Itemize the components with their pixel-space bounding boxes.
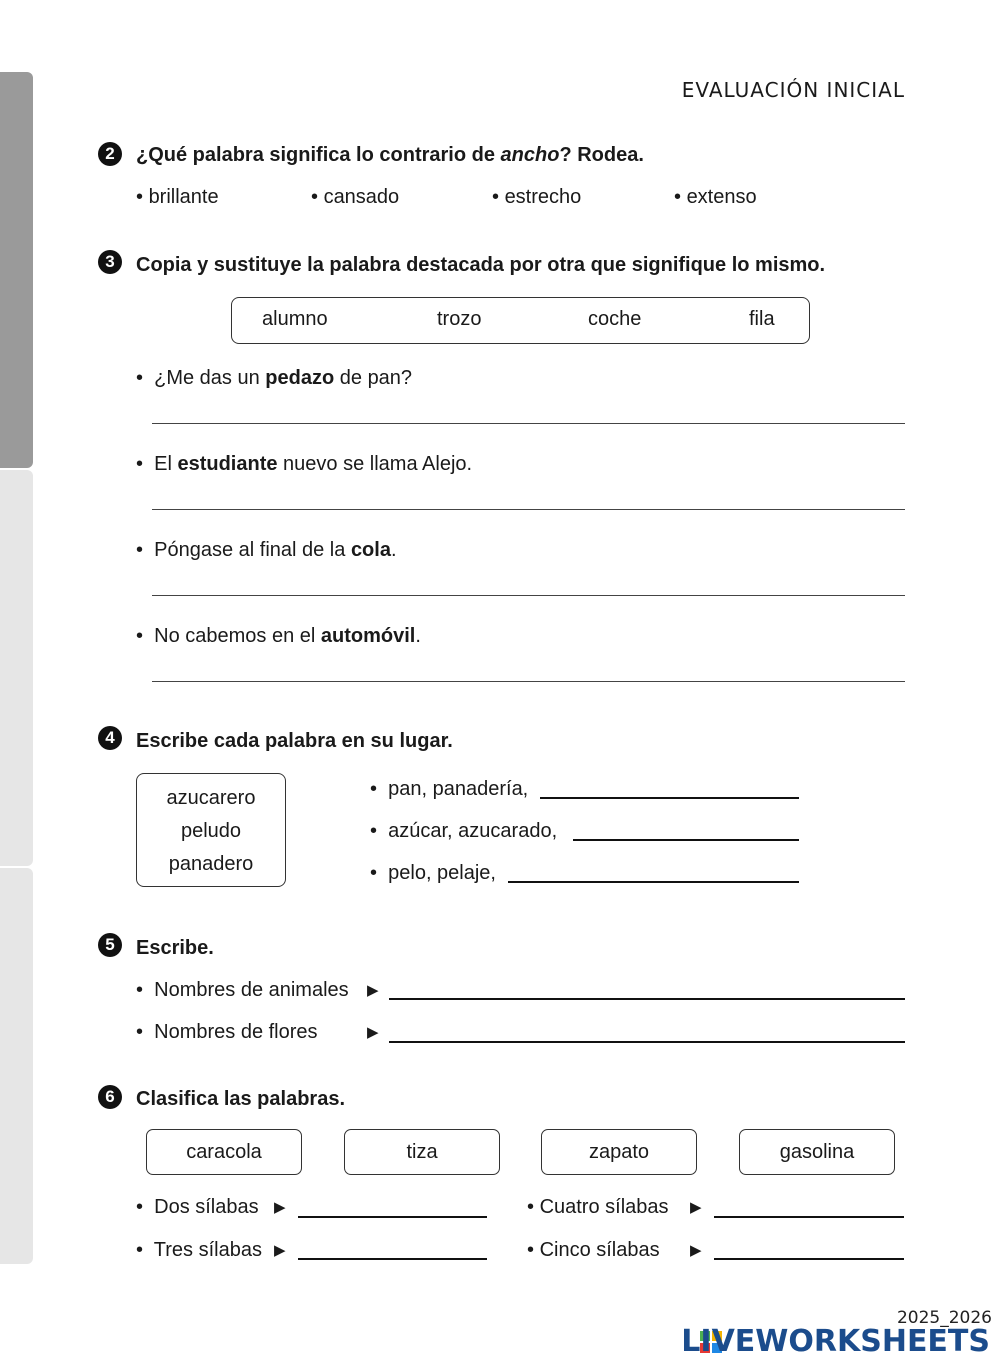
question-2-title-italic: ancho xyxy=(500,144,560,166)
side-tab-1 xyxy=(0,72,33,468)
question-2-title-suffix: ? Rodea. xyxy=(559,144,644,166)
option-estrecho[interactable]: • estrecho xyxy=(492,186,582,208)
classify-item-four: • Cuatro sílabas xyxy=(527,1196,669,1218)
family-item-3: • pelo, pelaje, xyxy=(370,862,496,884)
blank-3[interactable] xyxy=(508,881,799,883)
word-bank-word: peludo xyxy=(180,820,242,842)
sentence-text: nuevo se llama Alejo. xyxy=(277,453,473,475)
question-number-5: 5 xyxy=(98,933,122,957)
arrow-right-icon: ▶ xyxy=(690,1199,702,1216)
sentence-text: El xyxy=(154,453,178,475)
family-item-label: pan, panadería, xyxy=(388,778,529,800)
write-item-animals: • Nombres de animales xyxy=(136,979,349,1001)
classify-item-label: Tres sílabas xyxy=(153,1239,262,1261)
sentence-2: • El estudiante nuevo se llama Alejo. xyxy=(136,453,473,475)
side-tab-3 xyxy=(0,868,33,1264)
blank-animals[interactable] xyxy=(389,998,905,1000)
question-number-4: 4 xyxy=(98,726,122,750)
sentence-text: . xyxy=(390,539,397,561)
sentence-text: Póngase al final de la xyxy=(154,539,351,561)
word-bank-word: azucarero xyxy=(166,787,256,809)
word-bank-word: fila xyxy=(749,308,775,330)
answer-line-2[interactable] xyxy=(152,509,905,510)
question-number-2: 2 xyxy=(98,142,122,166)
blank-four-syllables[interactable] xyxy=(714,1216,904,1218)
blank-1[interactable] xyxy=(540,797,799,799)
blank-flowers[interactable] xyxy=(389,1041,905,1043)
sentence-highlight: automóvil xyxy=(320,625,416,647)
side-tab-2 xyxy=(0,470,33,866)
footer-year: 2025_2026 xyxy=(896,1308,992,1328)
sentence-highlight: pedazo xyxy=(265,367,335,389)
sentence-text: . xyxy=(415,625,421,647)
word-box-caracola: caracola xyxy=(146,1129,302,1175)
option-label: cansado xyxy=(323,186,400,208)
classify-item-label: Cuatro sílabas xyxy=(539,1196,669,1218)
arrow-right-icon: ▶ xyxy=(690,1242,702,1259)
question-2-title-prefix: ¿Qué palabra significa lo contrario de xyxy=(136,144,501,166)
family-item-label: azúcar, azucarado, xyxy=(388,820,558,842)
write-item-label: Nombres de flores xyxy=(154,1021,318,1043)
question-number-3: 3 xyxy=(98,250,122,274)
sentence-highlight: cola xyxy=(350,539,391,561)
family-item-2: • azúcar, azucarado, xyxy=(370,820,558,842)
classify-item-two: • Dos sílabas xyxy=(136,1196,259,1218)
classify-item-label: Cinco sílabas xyxy=(539,1239,660,1261)
sentence-highlight: estudiante xyxy=(177,453,278,475)
question-5-title: Escribe. xyxy=(136,937,214,959)
question-3-title: Copia y sustituye la palabra destacada por otra que signifique lo mismo. xyxy=(136,254,826,276)
word-box-gasolina: gasolina xyxy=(739,1129,895,1175)
question-6-title: Clasifica las palabras. xyxy=(136,1088,346,1110)
option-extenso[interactable]: • extenso xyxy=(674,186,757,208)
word-box-tiza: tiza xyxy=(344,1129,500,1175)
answer-line-4[interactable] xyxy=(152,681,905,682)
answer-line-1[interactable] xyxy=(152,423,905,424)
sentence-3: • Póngase al final de la cola. xyxy=(136,539,397,561)
classify-item-label: Dos sílabas xyxy=(154,1196,259,1218)
option-label: extenso xyxy=(686,186,757,208)
sentence-text: de pan? xyxy=(334,367,413,389)
classify-item-five: • Cinco sílabas xyxy=(527,1239,660,1261)
question-4-title: Escribe cada palabra en su lugar. xyxy=(136,730,453,752)
blank-five-syllables[interactable] xyxy=(714,1258,904,1260)
page-header: EVALUACIÓN INICIAL xyxy=(681,78,905,102)
sentence-1: • ¿Me das un pedazo de pan? xyxy=(136,367,413,389)
sentence-4: • No cabemos en el automóvil. xyxy=(136,625,421,647)
word-box-zapato: zapato xyxy=(541,1129,697,1175)
word-bank-word: panadero xyxy=(168,853,254,875)
arrow-right-icon: ▶ xyxy=(274,1242,286,1259)
arrow-right-icon: ▶ xyxy=(367,1024,379,1041)
word-bank-word: coche xyxy=(588,308,642,330)
option-label: brillante xyxy=(148,186,219,208)
write-item-label: Nombres de animales xyxy=(154,979,349,1001)
option-label: estrecho xyxy=(504,186,582,208)
family-item-label: pelo, pelaje, xyxy=(388,862,496,884)
blank-three-syllables[interactable] xyxy=(298,1258,487,1260)
write-item-flowers: • Nombres de flores xyxy=(136,1021,318,1043)
sentence-text: No cabemos en el xyxy=(154,625,321,647)
arrow-right-icon: ▶ xyxy=(367,982,379,999)
classify-item-three: • Tres sílabas xyxy=(136,1239,262,1261)
family-item-1: • pan, panadería, xyxy=(370,778,529,800)
option-brillante[interactable]: • brillante xyxy=(136,186,219,208)
question-number-6: 6 xyxy=(98,1085,122,1109)
blank-2[interactable] xyxy=(573,839,799,841)
word-bank-word: alumno xyxy=(262,308,328,330)
arrow-right-icon: ▶ xyxy=(274,1199,286,1216)
answer-line-3[interactable] xyxy=(152,595,905,596)
question-2-title xyxy=(136,144,644,167)
blank-two-syllables[interactable] xyxy=(298,1216,487,1218)
sentence-text: ¿Me das un xyxy=(154,367,266,389)
liveworksheets-logo[interactable]: LIVEWORKSHEETS xyxy=(681,1324,990,1359)
word-bank-word: trozo xyxy=(437,308,482,330)
option-cansado[interactable]: • cansado xyxy=(311,186,400,208)
